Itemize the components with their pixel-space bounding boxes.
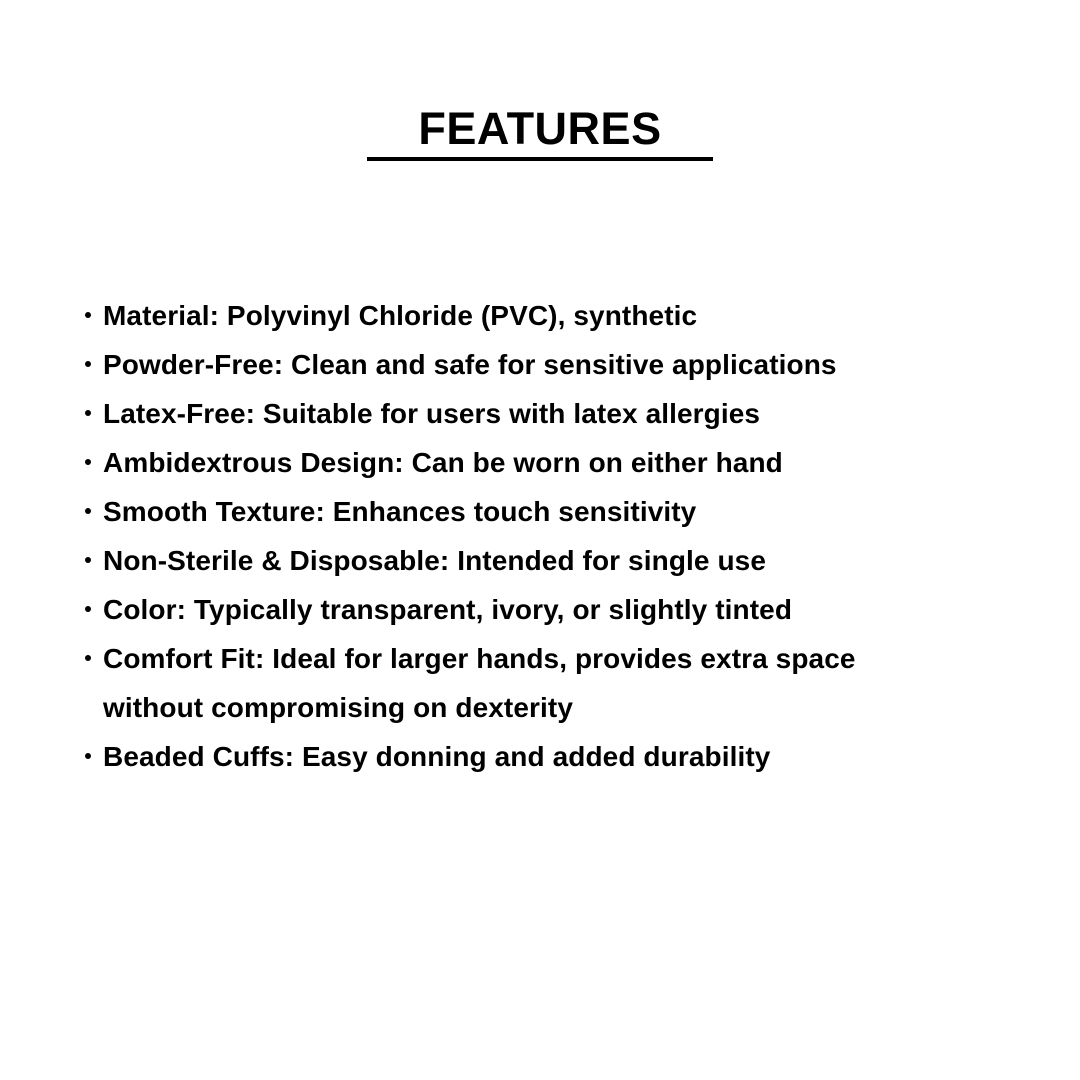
feature-list bbox=[103, 291, 1003, 781]
feature-text: Material: Polyvinyl Chloride (PVC), synthetic bbox=[103, 300, 698, 331]
feature-text: Beaded Cuffs: Easy donning and added durability bbox=[103, 741, 771, 772]
feature-item-powder-free bbox=[103, 340, 1003, 389]
feature-text: Color: Typically transparent, ivory, or slightly tinted bbox=[103, 594, 793, 625]
feature-text-line-1: Comfort Fit: Ideal for larger hands, provides extra space bbox=[103, 643, 856, 674]
feature-text: Powder-Free: Clean and safe for sensitive applications bbox=[103, 349, 837, 380]
bullet-icon bbox=[85, 655, 91, 661]
feature-text: Latex-Free: Suitable for users with latex allergies bbox=[103, 398, 761, 429]
feature-item-comfort-fit bbox=[103, 634, 1003, 732]
bullet-icon bbox=[85, 312, 91, 318]
feature-item-beaded-cuffs bbox=[103, 732, 1003, 781]
bullet-icon bbox=[85, 557, 91, 563]
feature-item-non-sterile bbox=[103, 536, 1003, 585]
bullet-icon bbox=[85, 508, 91, 514]
feature-item-smooth-texture bbox=[103, 487, 1003, 536]
feature-text: Non-Sterile & Disposable: Intended for single use bbox=[103, 545, 766, 576]
feature-text: Smooth Texture: Enhances touch sensitivity bbox=[103, 496, 697, 527]
bullet-icon bbox=[85, 459, 91, 465]
bullet-icon bbox=[85, 361, 91, 367]
feature-item-latex-free bbox=[103, 389, 1003, 438]
bullet-icon bbox=[85, 410, 91, 416]
bullet-icon bbox=[85, 753, 91, 759]
feature-text: Ambidextrous Design: Can be worn on either hand bbox=[103, 447, 783, 478]
feature-item-material bbox=[103, 291, 1003, 340]
feature-text-line-2: without compromising on dexterity bbox=[103, 692, 573, 723]
bullet-icon bbox=[85, 606, 91, 612]
feature-item-ambidextrous bbox=[103, 438, 1003, 487]
title-underline bbox=[367, 157, 713, 161]
page-title: FEATURES bbox=[418, 103, 662, 154]
feature-item-color bbox=[103, 585, 1003, 634]
